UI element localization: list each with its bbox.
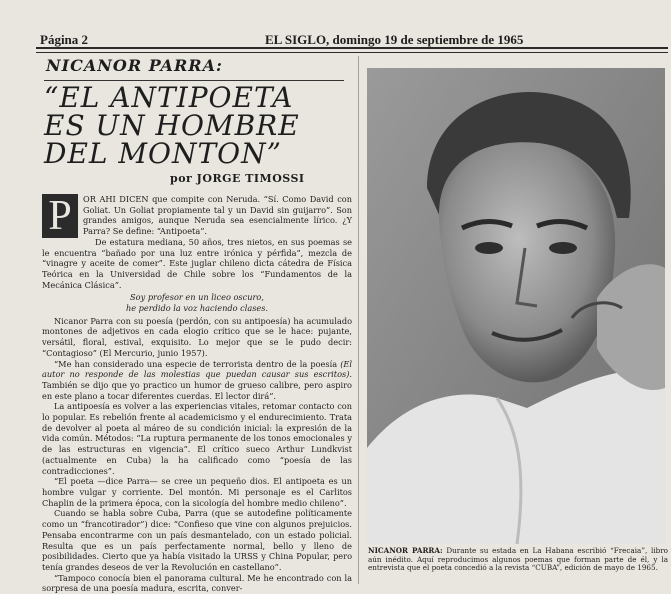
lead-text: OR AHI DICEN que compite con Neruda. “Sí. Como David con Goliat. Un Goliat propiamente tal y un David sin guijarro”. Son grandes amigos, aunque Neruda sea esencialmente lírico. ¿Y Parra? Se define: “Antipoeta”. [83,194,352,237]
portrait-photo [367,68,665,544]
header-rule-thin [36,52,668,53]
headline-line: “EL ANTIPOETA [44,81,294,114]
verse-line: he perdido la voz haciendo clases. [125,303,269,314]
page-label: Página 2 [40,32,89,47]
caption-text: Durante su estada en La Habana escribió “Frecaia”, libro aún inédito. Aquí reproducimos algunos poemas que forman parte de él, y la entrevista que el poeta concedió a la revista “CUBA”, edición de mayo de 1965. [368,546,668,573]
paragraph-text: También se dijo que yo practico un humor de grueso calibre, pero aspiro en este plano a tocar diferentes cuerdas. El lector dirá”. [42,379,352,401]
portrait-illustration [367,68,665,544]
paragraph: “Tampoco conocía bien el panorama cultural. Me he encontrado con la sorpresa de una poesía madura, escrita, conver- [42,572,352,594]
header-rule [36,47,668,49]
verse-quote [42,292,352,313]
headline-line: ES UN HOMBRE [44,109,300,142]
page-header [30,30,670,48]
column-divider [358,56,359,584]
paragraph-italic: (El autor no responde de las molestias que puedan causar sus escritos). [42,358,352,380]
photo-caption [368,547,668,573]
paragraph: Nicanor Parra con su poesía (perdón, con su antipoesía) ha acumulado montones de adjetivos en cada elogio crítico que se le hace: pujante, versátil, floral, estival, exquisito. Lo mejor que se le pudo decir: “Contagioso” (El Mercurio, junio 1957). [42,315,352,358]
paragraph [42,359,352,402]
lead-paragraph [42,194,352,237]
paragraph: Cuando se habla sobre Cuba, Parra (que se autodefine políticamente como un “francotirador”) dice: “Confieso que vine con algunos prejuicios. Pensaba encontrarme con un país desmantelado, con un estado policial. Resulta que es un país perfectamente normal, bello y lleno de posibilidades. Cierto que ya había visitado la URSS y China Popular, pero tenía grandes deseos de ver la Revolución en castellano”. [42,508,352,572]
paragraph: “El poeta —dice Parra— se cree un pequeño dios. El antipoeta es un hombre vulgar y corriente. Del montón. Mi personaje es el Carlitos Chaplin de la primera época, con la sicología del hombre medio chileno”. [42,476,352,508]
article-kicker-box [42,56,349,75]
caption-name: NICANOR PARRA: [368,546,443,555]
byline: por JORGE TIMOSSI [170,172,305,185]
article-body [42,194,352,594]
article-headline [44,81,344,170]
paragraph-text: “Me han considerado una especie de terrorista dentro de la poesía [54,358,341,369]
article-kicker: NICANOR PARRA: [46,56,223,75]
drop-cap: P [42,194,78,238]
headline-line: DEL MONTON” [44,137,282,170]
paragraph: De estatura mediana, 50 años, tres nietos, en sus poemas se le encuentra “bañado por una luz entre irónica y pérfida”, mezcla de “vinagre y aceite de comer”. Este juglar chileno dicta cátedra de Física Teórica en la Universidad de Chile sobre los “Fundamentos de la Mecánica Clásica”. [42,236,352,290]
verse-line: Soy profesor en un liceo oscuro, [130,292,264,303]
newspaper-date: EL SIGLO, domingo 19 de septiembre de 1965 [265,32,524,47]
paragraph: La antipoesía es volver a las experiencias vitales, retomar contacto con lo popular. Es rebelión frente al academicismo y el endurecimiento. Trata de devolver al poeta al máreo de su condición inicial: la expresión de la vida común. Métodos: “La ruptura permanente de los tonos emocionales y de las estructuras en vigencia”. El crítico sueco Arthur Lundkvist (actualmente en Cuba) la ha calificado como “poesía de las contradicciones”. [42,401,352,476]
